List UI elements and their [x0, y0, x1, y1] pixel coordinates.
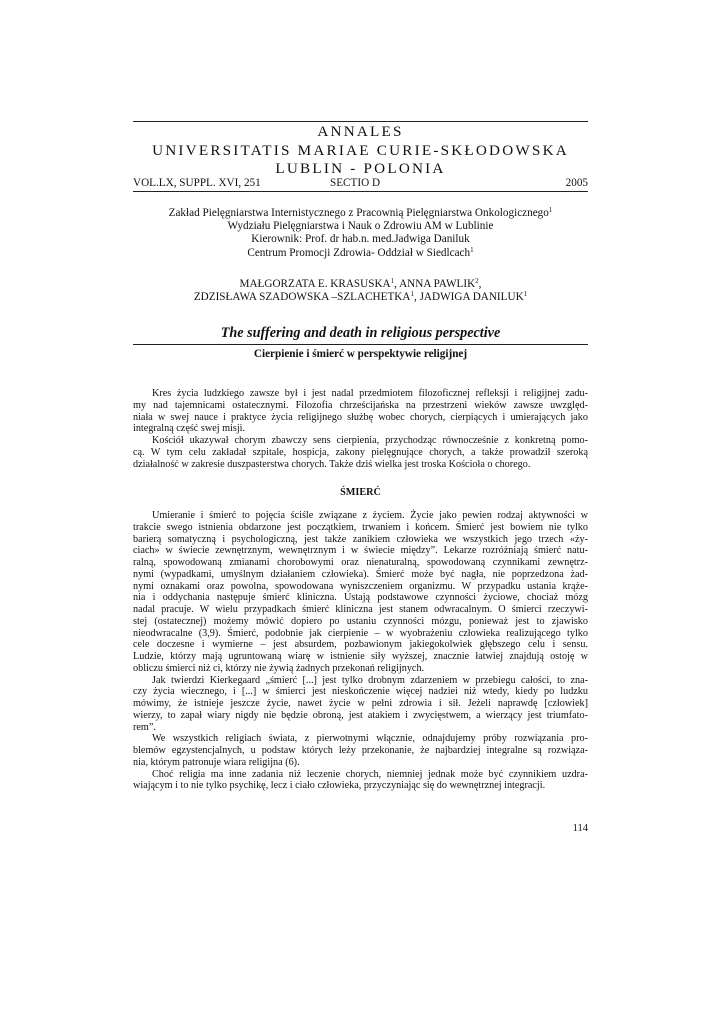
affiliation-block: [133, 207, 588, 260]
text-line: Ludzie, którzy mają ugruntowaną wiarę w istnienie siły wyższej, znacznie łatwiej znajdują ostoję w: [133, 651, 588, 662]
text-line: obliczu śmierci niż ci, którzy nie żywią żadnych przekonań religijnych.: [133, 662, 425, 674]
authors-line: ZDZISŁAWA SZADOWSKA –SZLACHETKA$^1$, JADWIGA DANILUK$^1$: [193, 290, 528, 304]
text-line: nymi (wypadkami, umyślnym działaniem człowieka). Śmierć może być nagła, nie poprzedzona żad-: [133, 568, 588, 580]
text-line: wiającym i to nie tylko psychikę, lecz i ciało człowieka, przyczyniając się do wewnętrznej integracji.: [133, 780, 546, 792]
text-line: nia i oddychania następuje śmierć kliniczna. Ustają podstawowe czynności życiowe, chociaż mózg: [133, 592, 588, 604]
text-line: trakcie swego istnienia obdarzone jest początkiem, trwaniem i końcem. Śmierć jest bowiem nie tylko: [133, 521, 588, 533]
title-rule: [133, 344, 588, 345]
text-line: integralną część swej misji.: [133, 423, 246, 435]
text-line: nieodwracalne (3,9). Śmierć, podobnie jak cierpienie – w wyobrażeniu człowieka realizującego tylko: [133, 627, 588, 639]
text-line: nymi oznakami oraz powolna, spowodowana wyniszczeniem organizmu. W przypadku ustania krąże-: [133, 580, 588, 592]
text-line: nadal pracuje. W wielu przypadkach śmierć kliniczna jest stanem odwracalnym. O śmierci rzeczywi-: [133, 604, 588, 615]
year-info: 2005: [565, 177, 588, 189]
authors-block: [133, 278, 588, 304]
authors-line: MAŁGORZATA E. KRASUSKA$^1$, ANNA PAWLIK$^2$,: [239, 277, 482, 290]
volume-info: VOL.LX, SUPPL. XVI, 251: [133, 177, 261, 189]
text-line: barierą somatyczną i psychologiczną, jest także zanikiem człowieka we wszystkich jego trzech «ży-: [133, 533, 588, 545]
text-line: my nad tajemnicami ostatecznymi. Filozofia chrześcijańska na przestrzeni wieków zawsze uwzględ-: [133, 399, 588, 411]
text-line: rem”.: [133, 721, 156, 733]
journal-name-university: UNIVERSITATIS MARIAE CURIE-SKŁODOWSKA: [152, 142, 569, 159]
text-line: działalność w zakresie duszpasterstwa chorych. Także dziś wielka jest troska Kościoła o chorego.: [133, 458, 531, 470]
intro-paragraphs: [133, 388, 588, 470]
affiliation-line: Wydziału Pielęgniarstwa i Nauk o Zdrowiu AM w Lublinie: [227, 220, 494, 233]
text-line: stej (ostatecznej) możemy mówić dopiero po ustaniu czynności mózgu, ponieważ jest to zjawisko: [133, 615, 588, 627]
text-line: Kres życia ludzkiego zawsze był i jest nadal przedmiotem filozoficznej refleksji i religijnej zadu-: [152, 388, 588, 399]
text-line: cą. W tym celu zakładał szpitale, hospicja, zakony pielęgnujące chorych, a także prowadził szeroką: [133, 446, 588, 458]
text-line: blemów egzystencjalnych, u podstaw których leży przekonanie, że najbardziej integralne są rozwiąza-: [133, 745, 588, 756]
text-line: Choć religia ma inne zadania niż leczenie chorych, niemniej jednak może być czynnikiem uzdra-: [152, 768, 588, 780]
text-line: ralną, spowodowaną zmianami chorobowymi oraz nienaturalną, spowodowaną czynnikami zewnętrz-: [133, 557, 588, 568]
affiliation-line: Zakład Pielęgniarstwa Internistycznego z Pracownią Pielęgniarstwa Onkologicznego$^1$: [168, 206, 553, 219]
article-title-english: The suffering and death in religious perspective: [220, 325, 501, 341]
text-line: ciach» w świecie zewnętrznym, wewnętrznym i w świecie między”. Lekarze rozróżniają śmierć natu-: [133, 545, 588, 557]
text-line: niała w swej nauce i praktyce życia religijnego służbę wobec chorych, cierpiących i umierających jako: [133, 411, 588, 423]
top-rule: [133, 121, 588, 122]
affiliation-line: Centrum Promocji Zdrowia- Oddział w Siedlcach$^1$: [247, 245, 474, 259]
text-line: wierzy, to zapał wiary nigdy nie będzie obroną, jest atakiem i zwycięstwem, a wierzący jest triumfato-: [133, 709, 588, 721]
journal-city: LUBLIN - POLONIA: [275, 160, 446, 177]
article-title-polish: Cierpienie i śmierć w perspektywie religijnej: [253, 348, 468, 360]
text-line: nia, którym patronuje wiara religijna (6).: [133, 756, 300, 768]
text-line: Jak twierdzi Kierkegaard „śmierć [...] jest tylko drobnym zdarzeniem w przebiegu całości, to zna-: [152, 674, 588, 686]
text-line: Umieranie i śmierć to pojęcia ściśle związane z życiem. Życie jako pewien rodzaj aktywności w: [152, 510, 588, 521]
section-info: SECTIO D: [330, 177, 381, 189]
text-line: czy życia wiecznego, i [...] w śmierci jest nieskończenie więcej nadziei niż wtedy, kiedy po ludzku: [133, 686, 588, 698]
text-line: cele doczesne i wymierne – jest absurdem, pozbawionym jakiegokolwiek głębszego celu i sensu.: [133, 639, 588, 651]
journal-name-annales: ANNALES: [317, 123, 404, 140]
affiliation-head-line: Kierownik: Prof. dr hab.n. med.Jadwiga Daniluk: [251, 233, 470, 246]
body-paragraphs: [133, 510, 588, 792]
masthead-bottom-rule: [133, 191, 588, 192]
text-line: We wszystkich religiach świata, z pierwotnymi włącznie, odnajdujemy próby rozwiązania pro-: [152, 733, 588, 745]
page-number: 114: [572, 823, 588, 834]
text-line: mówimy, że istnieje jeszcze życie, nawet życie w pełni zdrowia i sił. Jeżeli naprawdę [człowiek]: [133, 698, 588, 709]
text-line: Kościół ukazywał chorym zbawczy sens cierpienia, przychodząc równocześnie z konkretną pomo-: [152, 435, 588, 446]
section-heading: ŚMIERĆ: [340, 487, 381, 498]
